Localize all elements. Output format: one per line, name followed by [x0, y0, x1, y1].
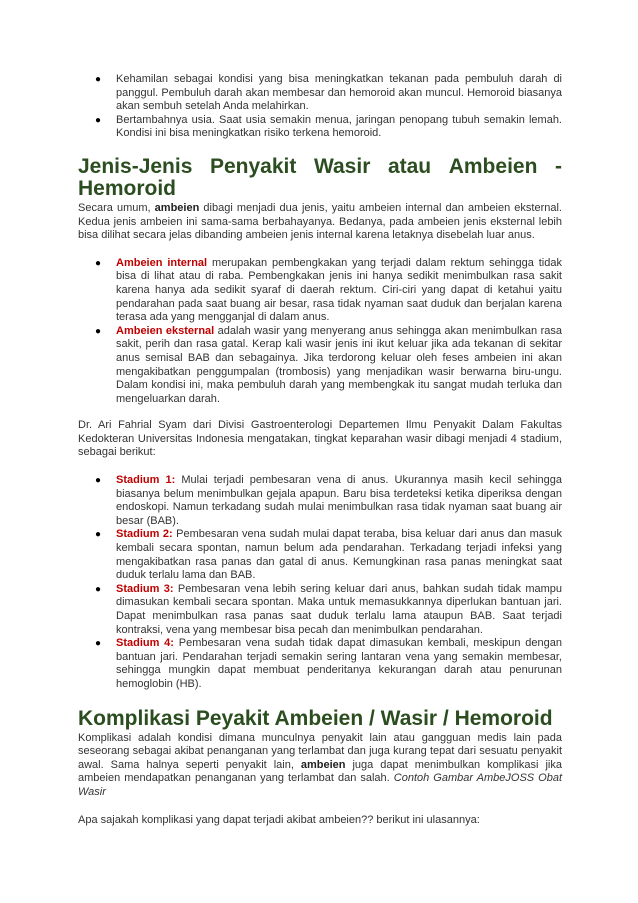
text: Secara umum, — [78, 201, 155, 214]
bullet-icon: ● — [95, 529, 102, 541]
bullet-icon: ● — [95, 114, 102, 126]
stage-label: Stadium 2: — [116, 528, 173, 541]
type-label: Ambeien eksternal — [116, 324, 215, 337]
bullet-icon: ● — [95, 325, 102, 337]
paragraph-intro — [78, 202, 562, 243]
list-item — [78, 73, 562, 114]
stage-text: Pembesaran vena sudah tidak dapat dimasukan kembali, meskipun dengan bantuan jari. Pendarahan terjadi semakin sering lantaran vena yang semakin membesar, sehingga mungkin dapat membuat penderitanya kekurangan darah atau penurunan hemoglobin (HB). — [116, 637, 562, 690]
type-text: adalah wasir yang menyerang anus sehingga akan menimbulkan rasa sakit, perih dan rasa gatal. Kerap kali wasir jenis ini ikut keluar jika ada tekanan di sekitar anus semisal BAB dan sebagainya. Jika terdorong keluar oleh feses ambeien ini akan mengakibatkan penggumpalan (trombosis) yang menjadikan wasir berwarna biru-ungu. Dalam kondisi ini, maka pembuluh darah yang membengkak itu sangat mudah terluka dan mengeluarkan darah. — [116, 324, 562, 405]
list-item — [78, 114, 562, 141]
paragraph-komplikasi — [78, 732, 562, 800]
heading-word: Wasir — [313, 154, 371, 178]
bullet-icon: ● — [95, 74, 102, 85]
bullet-icon: ● — [95, 638, 102, 650]
type-label: Ambeien internal — [116, 256, 208, 269]
heading-word: Ambeien — [448, 154, 538, 178]
list-item — [78, 528, 562, 582]
list-item — [78, 257, 562, 325]
heading-word: atau — [387, 154, 432, 178]
list-item-text: Bertambahnya usia. Saat usia semakin menua, jaringan penopang tubuh semakin lemah. Kondisi ini bisa meningkatkan risiko terkena hemoroid. — [116, 113, 562, 140]
stages-list — [78, 474, 562, 692]
bullet-icon: ● — [95, 475, 102, 487]
section-heading-komplikasi: Komplikasi Peyakit Ambeien / Wasir / Hemoroid — [78, 706, 553, 730]
text: Komplikasi adalah kondisi dimana munculnya penyakit lain atau gangguan medis lain pada seseorang sebagai akibat penanganan yang terlambat dan juga kurang tepat dari sesuatu penyakit awal. Sama halnya seperti penyakit lain, — [78, 731, 562, 771]
list-item — [78, 583, 562, 637]
stage-label: Stadium 1: — [116, 474, 176, 487]
text: juga dapat menimbulkan komplikasi jika ambeien mendapatkan penanganan yang terlambat dan salah. — [78, 758, 562, 785]
text: dibagi menjadi dua jenis, yaitu ambeien internal dan ambeien eksternal. Kedua jenis ambeien ini sama-sama berbahayanya. Bedanya, pada ambeien jenis eksternal lebih bisa dilihat secara jelas dibanding ambeien jenis internal karena letaknya disebelah luar anus. — [78, 201, 562, 242]
bullet-icon: ● — [95, 257, 102, 269]
list-item — [78, 474, 562, 528]
stage-text: Pembesaran vena sudah mulai dapat teraba, bisa keluar dari anus dan masuk kembali secara spontan, namun belum ada pendarahan. Terkadang terjadi infeksi yang mengakibatkan rasa panas dan gatal di anus. Kemungkinan rasa panas meningkat saat duduk terlalu lama dan BAB. — [116, 528, 563, 582]
stage-text: Mulai terjadi pembesaran vena di anus. Ukurannya masih kecil sehingga biasanya belum menimbulkan gejala apapun. Baru bisa terdeteksi ketika diperiksa dengan endoskopi. Namun terkadang sudah mulai menimbulkan rasa tidak nyaman saat buang air besar (BAB). — [116, 474, 562, 527]
section-heading-jenis — [78, 156, 562, 200]
bullet-icon: ● — [95, 583, 102, 595]
stage-label: Stadium 3: — [116, 582, 174, 595]
paragraph-stadium-intro: Dr. Ari Fahrial Syam dari Divisi Gastroenterologi Departemen Ilmu Penyakit Dalam Fakultas Kedokteran Universitas Indonesia mengatakan, tingkat keparahan wasir dibagi menjadi 4 stadium, sebagai berikut: — [78, 419, 562, 459]
stage-text: Pembesaran vena lebih sering keluar dari anus, bahkan sudah tidak mampu dimasukan kembali secara spontan. Maka untuk memasukkannya diperlukan bantuan jari. Dapat menimbulkan rasa panas saat duduk terlalu lama ataupun BAB. Saat terjadi kontraksi, vena yang membesar bisa pecah dan menimbulkan pendarahan. — [116, 582, 562, 636]
heading-word: Jenis-Jenis — [78, 154, 193, 178]
types-list — [78, 257, 562, 407]
list-item — [78, 325, 562, 407]
heading-line: Hemoroid — [78, 176, 177, 200]
list-item-text: Kehamilan sebagai kondisi yang bisa meningkatkan tekanan pada pembuluh darah di panggul. Pembuluh darah akan membesar dan hemoroid akan muncul. Hemoroid biasanya akan sembuh setelah Anda melahirkan. — [116, 73, 562, 113]
italic-text: Contoh Gambar AmbeJOSS Obat Wasir — [78, 772, 563, 798]
intro-bullet-list — [78, 73, 562, 141]
paragraph-question: Apa sajakah komplikasi yang dapat terjadi akibat ambeien?? berikut ini ulasannya: — [78, 813, 480, 826]
list-item — [78, 637, 562, 691]
document-content — [78, 73, 562, 827]
heading-line — [78, 156, 562, 178]
bold-text: ambeien — [300, 758, 346, 771]
type-text: merupakan pembengkakan yang terjadi dalam rektum sehingga tidak bisa di lihat atau di raba. Pembengkakan jenis ini hanya sedikit menimbulkan rasa sakit karena hanya ada sedikit syaraf di daerah rektum. Ciri-ciri yang dapat di ketahui yaitu pendarahan pada saat buang air besar, rasa tidak nyaman saat duduk dan berjalan karena terasa ada yang mengganjal di dalam anus. — [116, 256, 562, 324]
heading-word: Penyakit — [209, 154, 297, 178]
heading-word: - — [554, 154, 562, 178]
bold-text: ambeien — [154, 201, 200, 214]
stage-label: Stadium 4: — [116, 637, 174, 650]
